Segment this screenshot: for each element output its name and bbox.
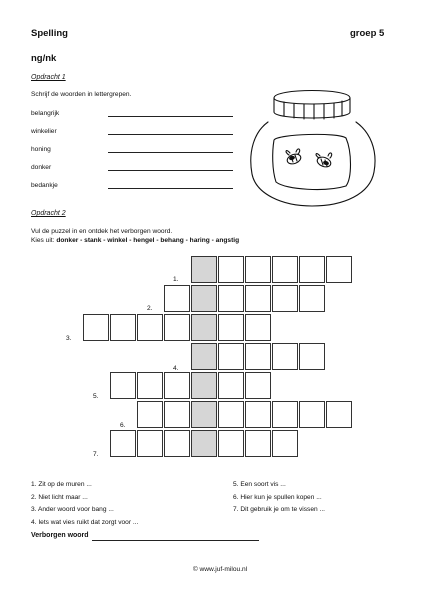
crossword-cell[interactable] xyxy=(272,256,298,283)
answer-line[interactable] xyxy=(108,188,233,189)
crossword-cell[interactable] xyxy=(110,314,136,341)
clue-item: 1. Zit op de muren ... xyxy=(31,481,92,488)
word-item: belangrijk xyxy=(31,110,60,117)
word-item: bedankje xyxy=(31,182,58,189)
crossword-cell[interactable] xyxy=(299,343,325,370)
crossword-cell[interactable] xyxy=(218,430,244,457)
crossword-cell[interactable] xyxy=(245,314,271,341)
crossword-cell[interactable] xyxy=(110,372,136,399)
clues-left xyxy=(31,479,138,529)
hidden-word-cell[interactable] xyxy=(191,343,217,370)
crossword-cell[interactable] xyxy=(245,372,271,399)
row-number: 6. xyxy=(120,422,126,429)
word-item: winkelier xyxy=(31,128,57,135)
crossword-cell[interactable] xyxy=(137,372,163,399)
row-number: 2. xyxy=(147,305,153,312)
exercise2-choices-line xyxy=(31,236,239,245)
clues-right xyxy=(233,479,325,517)
crossword-cell[interactable] xyxy=(164,430,190,457)
row-number: 4. xyxy=(173,365,179,372)
crossword-cell[interactable] xyxy=(272,343,298,370)
crossword-cell[interactable] xyxy=(326,256,352,283)
crossword-cell[interactable] xyxy=(272,285,298,312)
hidden-word-cell[interactable] xyxy=(191,372,217,399)
answer-line[interactable] xyxy=(108,134,233,135)
crossword-cell[interactable] xyxy=(218,285,244,312)
crossword-cell[interactable] xyxy=(245,285,271,312)
crossword-cell[interactable] xyxy=(218,343,244,370)
crossword-cell[interactable] xyxy=(137,430,163,457)
crossword-cell[interactable] xyxy=(299,285,325,312)
crossword-cell[interactable] xyxy=(272,430,298,457)
crossword-cell[interactable] xyxy=(218,314,244,341)
crossword-cell[interactable] xyxy=(164,401,190,428)
crossword-cell[interactable] xyxy=(272,401,298,428)
clue-item: 6. Hier kun je spullen kopen ... xyxy=(233,493,322,501)
hidden-word-cell[interactable] xyxy=(191,401,217,428)
topic-title: ng/nk xyxy=(31,53,57,64)
crossword-cell[interactable] xyxy=(83,314,109,341)
crossword-cell[interactable] xyxy=(218,256,244,283)
exercise2-title: Opdracht 2 xyxy=(31,210,66,217)
honey-jar-illustration xyxy=(242,82,382,212)
crossword-cell[interactable] xyxy=(164,314,190,341)
hidden-word-line[interactable] xyxy=(92,540,259,541)
answer-line[interactable] xyxy=(108,152,233,153)
crossword-cell[interactable] xyxy=(326,401,352,428)
clue-item: 5. Een soort vis ... xyxy=(233,481,286,488)
crossword-cell[interactable] xyxy=(218,401,244,428)
group-label: groep 5 xyxy=(350,28,385,39)
clue-item: 4. Iets wat vies ruikt dat zorgt voor ... xyxy=(31,518,139,526)
word-item: donker xyxy=(31,164,52,171)
crossword-cell[interactable] xyxy=(137,401,163,428)
crossword-cell[interactable] xyxy=(218,372,244,399)
answer-line[interactable] xyxy=(108,116,233,117)
exercise1-instruction: Schrijf de woorden in lettergrepen. xyxy=(31,91,132,98)
choices-list: donker - stank - winkel - hengel - behang - haring - angstig xyxy=(56,237,240,244)
hidden-word-cell[interactable] xyxy=(191,256,217,283)
crossword-cell[interactable] xyxy=(164,285,190,312)
crossword-cell[interactable] xyxy=(110,430,136,457)
clue-item: 2. Niet licht maar ... xyxy=(31,493,88,501)
answer-line[interactable] xyxy=(108,170,233,171)
worksheet-title: Spelling xyxy=(31,28,68,39)
crossword-cell[interactable] xyxy=(245,343,271,370)
hidden-word-cell[interactable] xyxy=(191,430,217,457)
crossword-cell[interactable] xyxy=(245,401,271,428)
crossword-cell[interactable] xyxy=(299,401,325,428)
row-number: 5. xyxy=(93,393,99,400)
crossword-cell[interactable] xyxy=(245,430,271,457)
clue-item: 7. Dit gebruik je om te vissen ... xyxy=(233,506,325,513)
crossword-cell[interactable] xyxy=(245,256,271,283)
choices-label: Kies uit: xyxy=(31,237,55,244)
crossword-cell[interactable] xyxy=(137,314,163,341)
exercise2-instruction: Vul de puzzel in en ontdek het verborgen woord. xyxy=(31,228,173,235)
row-number: 3. xyxy=(66,335,72,342)
footer-copyright: © www.juf-milou.nl xyxy=(192,566,248,573)
clue-item: 3. Ander woord voor bang ... xyxy=(31,506,114,513)
hidden-word-cell[interactable] xyxy=(191,314,217,341)
word-item: honing xyxy=(31,146,51,153)
hidden-word-label: Verborgen woord xyxy=(31,532,89,539)
hidden-word-cell[interactable] xyxy=(191,285,217,312)
row-number: 7. xyxy=(93,451,99,458)
crossword-cell[interactable] xyxy=(299,256,325,283)
crossword-cell[interactable] xyxy=(164,372,190,399)
exercise1-title: Opdracht 1 xyxy=(31,74,66,81)
row-number: 1. xyxy=(173,276,179,283)
